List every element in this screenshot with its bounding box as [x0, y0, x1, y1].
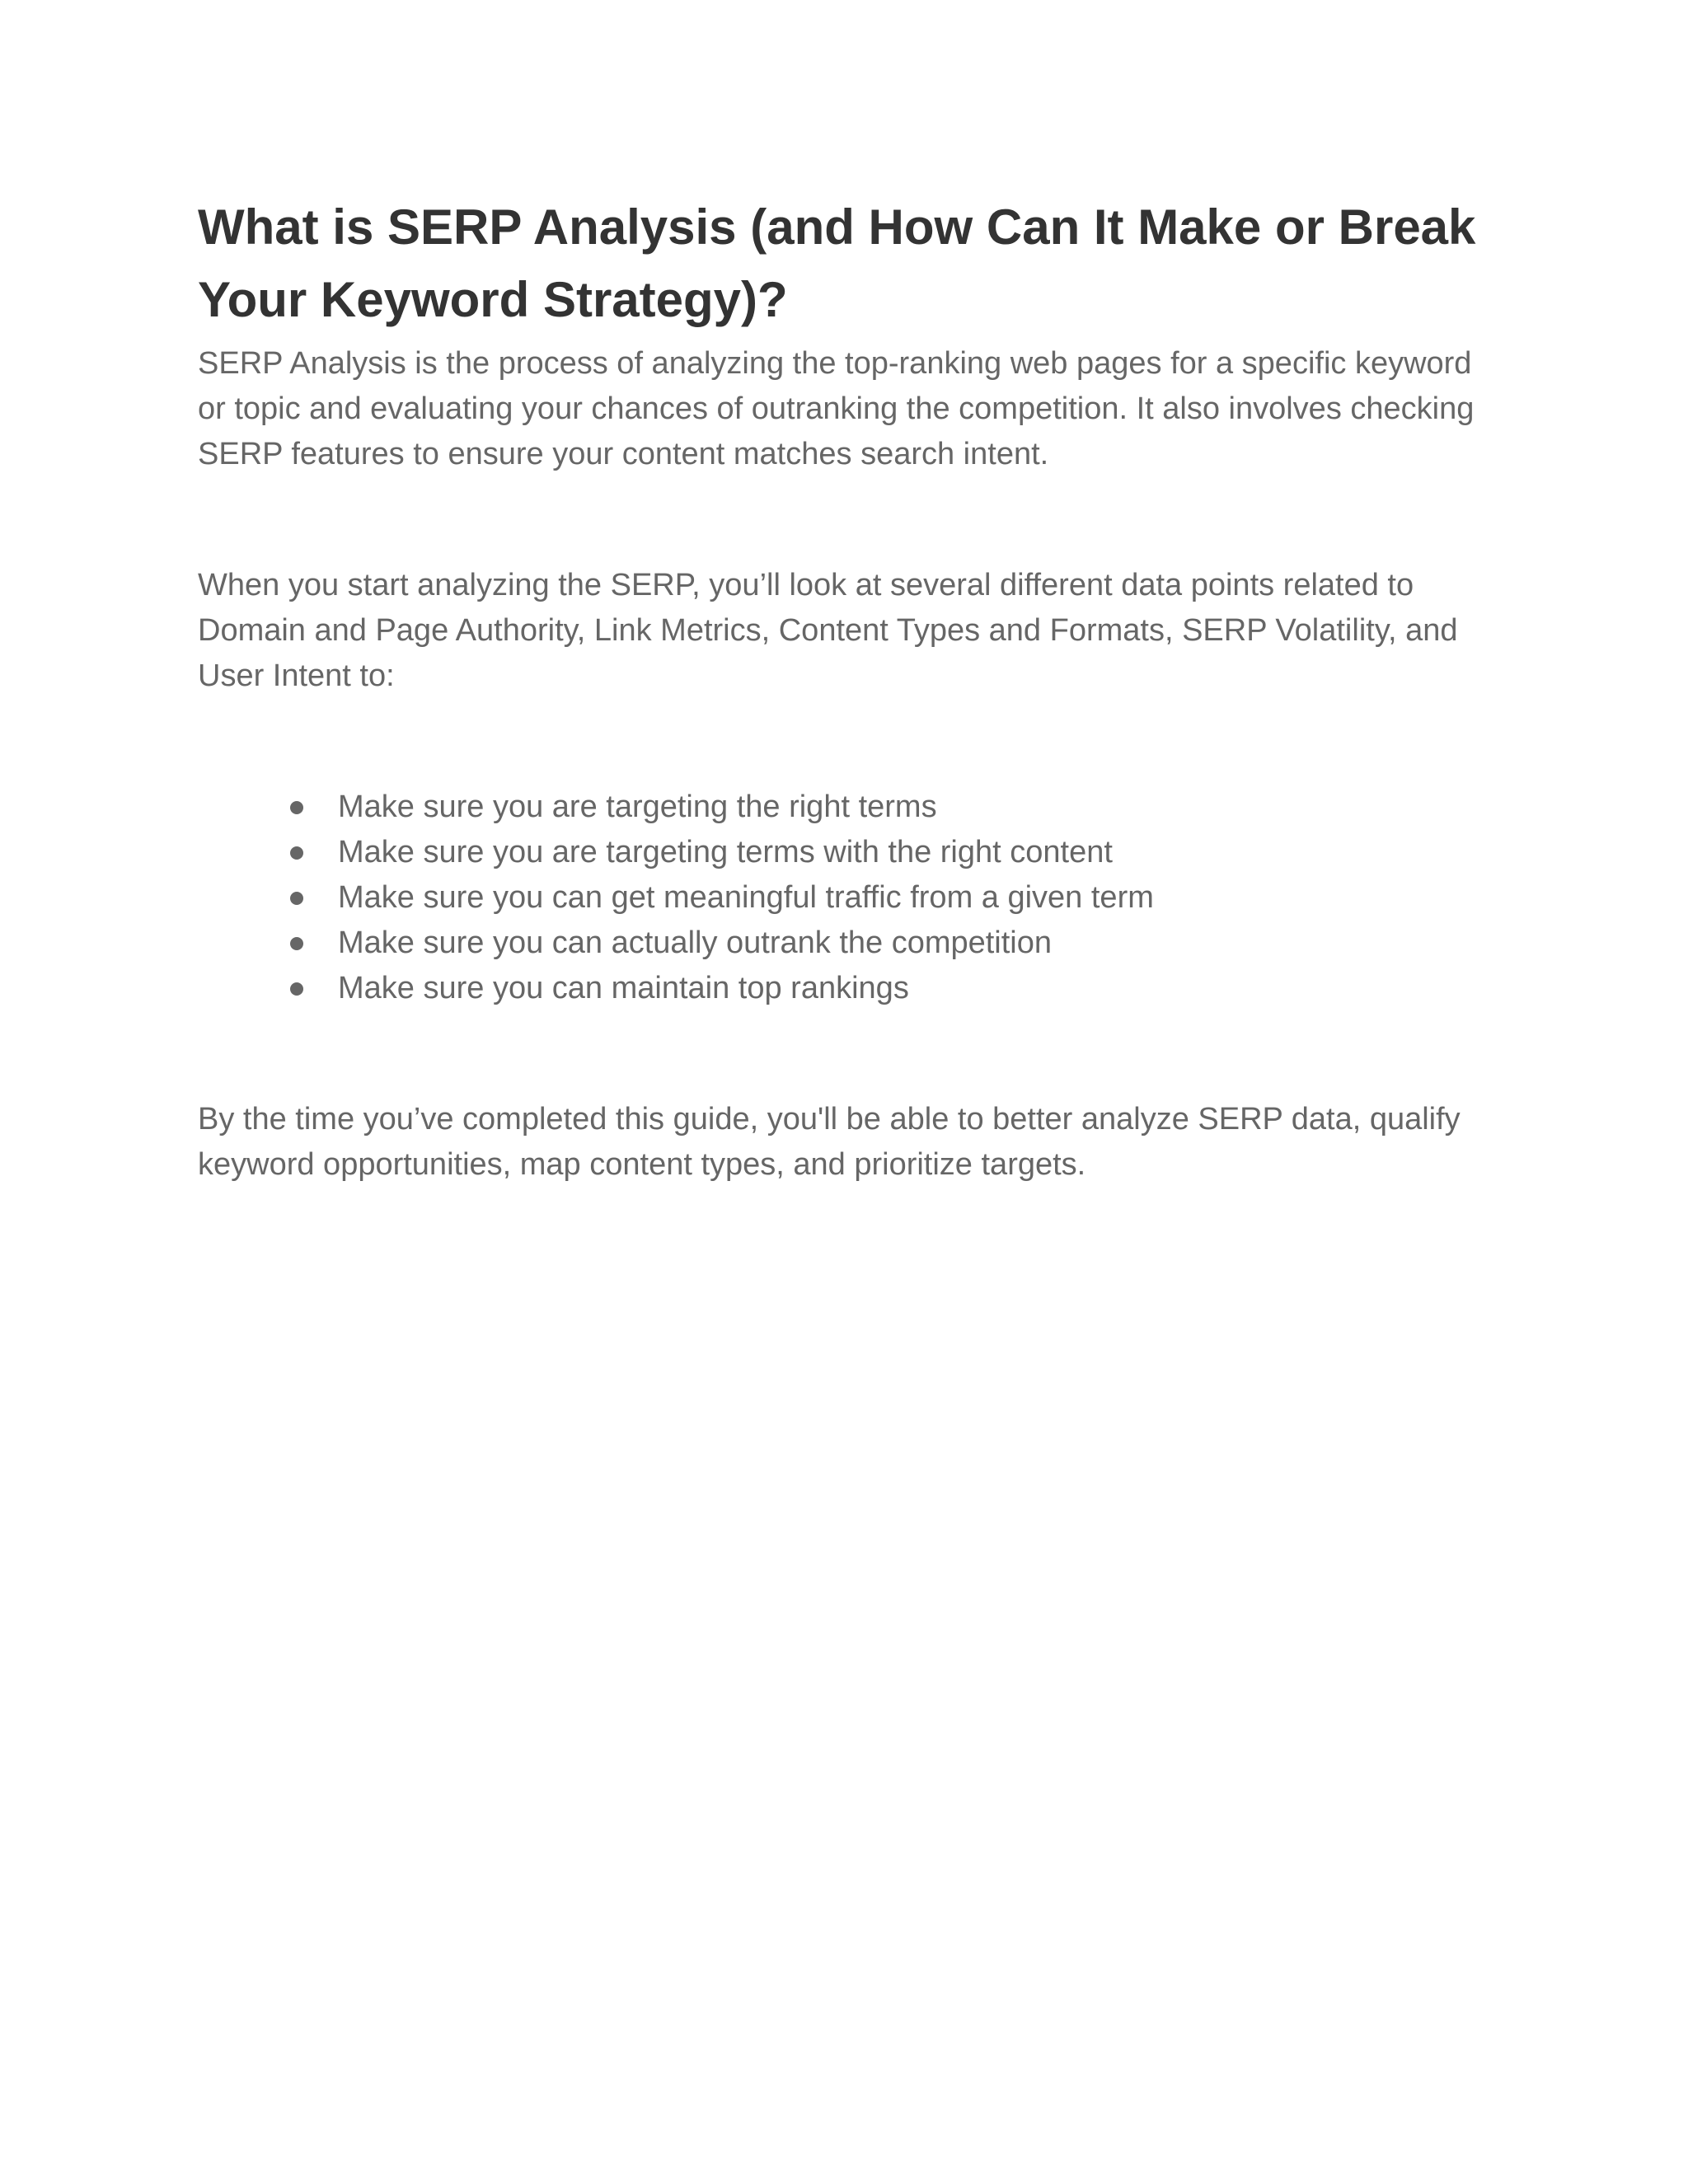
list-item-text: Make sure you are targeting the right terms: [338, 790, 937, 824]
goals-bullet-list: [198, 785, 1500, 1011]
list-item-text: Make sure you are targeting terms with the right content: [338, 835, 1113, 869]
bullet-dot-icon: [290, 937, 303, 950]
intro-paragraph: SERP Analysis is the process of analyzing the top-ranking web pages for a specific keyword or topic and evaluating your chances of outranking the competition. It also involves checking SERP features to ensure your content matches search intent.: [198, 346, 1475, 471]
list-item-text: Make sure you can actually outrank the competition: [338, 926, 1053, 960]
list-item: [290, 785, 1500, 830]
list-item-text: Make sure you can maintain top rankings: [338, 971, 909, 1005]
bullet-dot-icon: [290, 801, 303, 814]
list-item: [290, 830, 1500, 875]
bullet-dot-icon: [290, 892, 303, 905]
bullet-dot-icon: [290, 982, 303, 996]
list-item: [290, 921, 1500, 966]
document-title: What is SERP Analysis (and How Can It Make or Break Your Keyword Strategy)?: [198, 199, 1476, 327]
closing-paragraph: By the time you’ve completed this guide, you'll be able to better analyze SERP data, qualify keyword opportunities, map content types, and prioritize targets.: [198, 1102, 1461, 1182]
bullet-dot-icon: [290, 846, 303, 860]
list-item-text: Make sure you can get meaningful traffic from a given term: [338, 880, 1154, 915]
document-content: [198, 191, 1500, 1188]
list-item: [290, 966, 1500, 1011]
list-item: [290, 875, 1500, 921]
data-points-paragraph: When you start analyzing the SERP, you’ll look at several different data points related to Domain and Page Authority, Link Metrics, Content Types and Formats, SERP Volatility, and User Intent to:: [198, 568, 1458, 693]
